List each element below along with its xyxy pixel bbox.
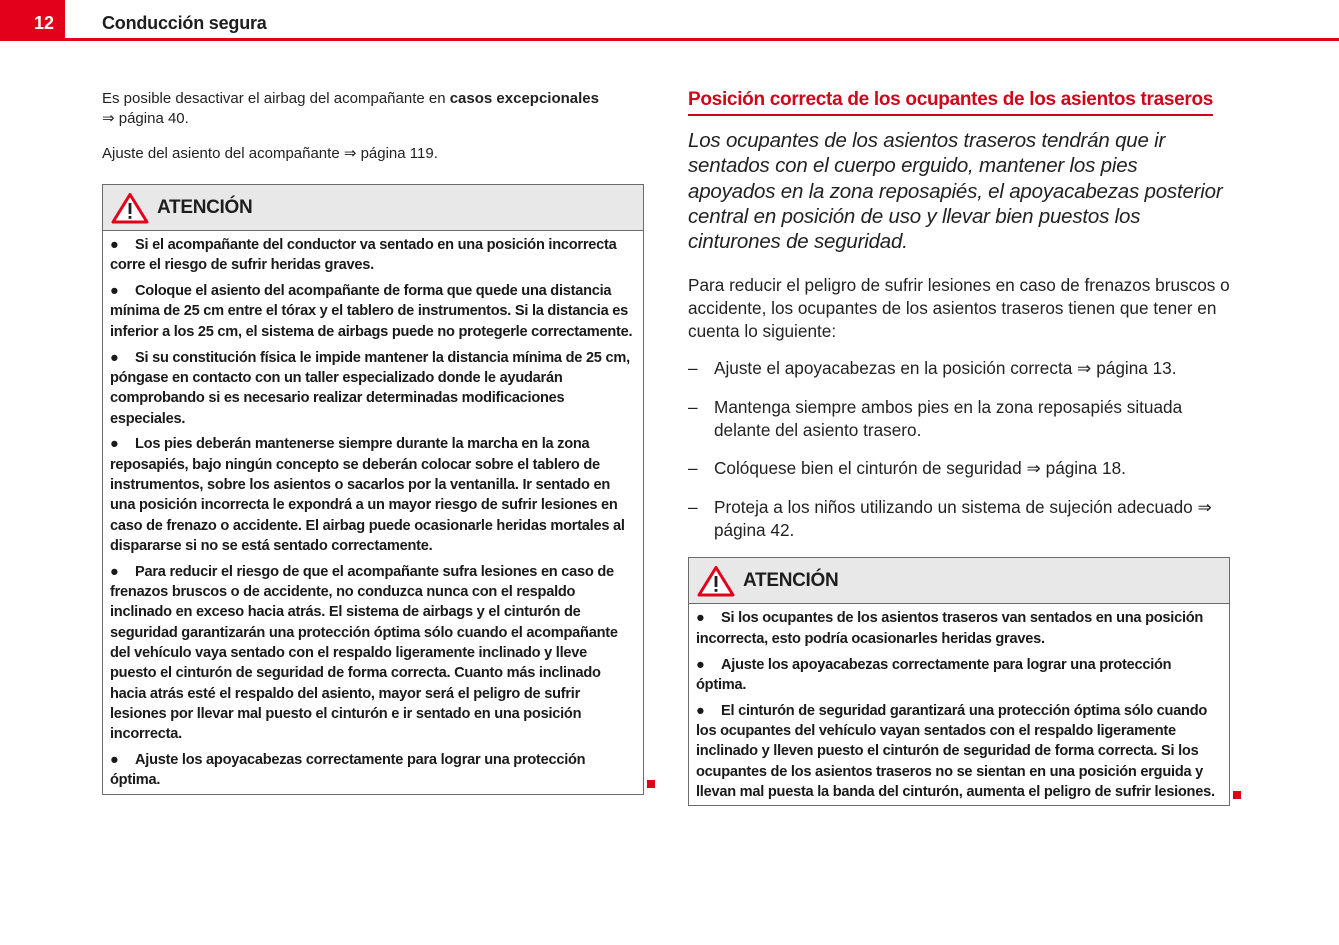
dash-marker: – — [688, 496, 698, 517]
warning-item-text: Los pies deberán mantenerse siempre durante la marcha en la zona reposapiés, bajo ningún concepto se deberán colocar sobre el tablero de instrumentos, sobre los asientos o sacarlos por la ventanilla. Ir sentado en una posición incorrecta le expondrá a un mayor riesgo de sufrir lesiones en caso de frenazo o accidente. El airbag puede ocasionarle heridas mortales al dispararse si no se está sentado correctamente. — [110, 436, 625, 554]
list-item-text: Colóquese bien el cinturón de seguridad ⇒ página 18. — [714, 458, 1126, 479]
list-item — [688, 457, 1230, 480]
warning-item-text: Ajuste los apoyacabezas correctamente para lograr una protección óptima. — [696, 656, 1172, 693]
warning-box — [688, 557, 1230, 806]
warning-item — [110, 562, 636, 745]
bullet: ● — [110, 283, 119, 300]
list-item-text: Mantenga siempre ambos pies en la zona reposapiés situada delante del asiento trasero. — [714, 396, 1183, 440]
left-column — [102, 89, 644, 795]
warning-triangle-icon — [111, 192, 149, 224]
list-item-text: Ajuste el apoyacabezas en la posición correcta ⇒ página 13. — [714, 358, 1177, 379]
list-item — [688, 357, 1230, 380]
end-of-section-marker — [1233, 791, 1241, 799]
section-title: Conducción segura — [102, 13, 267, 33]
intro-text: Es posible desactivar el airbag del acompañante en — [102, 90, 450, 107]
warning-header — [103, 185, 643, 231]
page-number: 12 — [0, 0, 65, 39]
warning-body — [103, 231, 643, 794]
warning-item — [696, 655, 1222, 696]
bullet: ● — [110, 752, 119, 769]
end-of-section-marker — [647, 780, 655, 788]
bullet: ● — [110, 237, 119, 253]
dash-marker: – — [688, 358, 698, 379]
section-heading: Posición correcta de los ocupantes de los asientos traseros — [688, 89, 1213, 116]
list-item-text: Proteja a los niños utilizando un sistema de sujeción adecuado ⇒ página 42. — [714, 496, 1212, 540]
warning-title: ATENCIÓN — [157, 196, 253, 218]
intro-bold: casos excepcionales — [449, 90, 599, 107]
dash-marker: – — [688, 458, 698, 479]
warning-item — [696, 701, 1222, 802]
bullet: ● — [110, 436, 119, 453]
dash-marker: – — [688, 396, 698, 417]
warning-item — [110, 434, 636, 556]
warning-item-text: Si su constitución física le impide mantener la distancia mínima de 25 cm, póngase en contacto con un taller especializado donde le ayudarán comprobando si es necesario realizar determinadas modificaciones especiales. — [110, 349, 630, 427]
warning-item — [696, 608, 1222, 649]
bullet: ● — [696, 702, 705, 719]
bullet: ● — [696, 610, 705, 627]
warning-item-text: El cinturón de seguridad garantizará una protección óptima sólo cuando los ocupantes del vehículo vayan sentados con el respaldo ligeramente inclinado y lleven puesto el cinturón de seguridad de forma correcta. Si los ocupantes de los asientos traseros no se sientan en una posición erguida y llevan mal puesta la banda del cinturón, aumenta el peligro de sufrir lesiones. — [696, 702, 1215, 801]
list-item — [688, 496, 1230, 542]
warning-item — [110, 750, 636, 791]
warning-item — [110, 281, 636, 342]
warning-item — [110, 235, 636, 276]
bullet: ● — [110, 563, 119, 580]
header-rule — [0, 38, 1339, 41]
warning-title: ATENCIÓN — [743, 569, 839, 591]
warning-header — [689, 558, 1229, 604]
warning-item-text: Para reducir el riesgo de que el acompañante sufra lesiones en caso de frenazos bruscos o de accidente, no conduzca nunca con el respaldo inclinado en exceso hacia atrás. El sistema de airbags y el cinturón de seguridad garantizarán una protección óptima sólo cuando el acompañante del vehículo vaya sentado con el respaldo ligeramente inclinado y lleve puesto el cinturón de seguridad de forma correcta. Cuanto más inclinado hacia atrás esté el respaldo del asiento, mayor será el peligro de sufrir lesiones por llevar mal puesto el cinturón e ir sentado en una posición incorrecta. — [110, 563, 618, 743]
seat-paragraph: Ajuste del asiento del acompañante ⇒ página 119. — [102, 145, 438, 162]
bullet: ● — [696, 656, 705, 673]
warning-item-text: Coloque el asiento del acompañante de forma que quede una distancia mínima de 25 cm entre el tórax y el tablero de instrumentos. Si la distancia es inferior a los 25 cm, el sistema de airbags puede no protegerle correctamente. — [110, 283, 633, 340]
warning-box — [102, 184, 644, 795]
list-item — [688, 396, 1230, 442]
body-paragraph: Para reducir el peligro de sufrir lesiones en caso de frenazos bruscos o accidente, los ocupantes de los asientos traseros tienen que tener en cuenta lo siguiente: — [688, 275, 1230, 342]
warning-item — [110, 348, 636, 429]
right-column — [688, 89, 1230, 806]
lead-paragraph: Los ocupantes de los asientos traseros tendrán que ir sentados con el cuerpo erguido, mantener los pies apoyados en la zona reposapiés, el apoyacabezas posterior central en posición de uso y llevar bien puestos los cinturones de seguridad. — [688, 129, 1223, 254]
page-header — [0, 0, 1339, 41]
page-ref-link[interactable]: ⇒ página 40. — [102, 110, 189, 127]
intro-paragraph — [102, 89, 644, 129]
warning-item-text: Ajuste los apoyacabezas correctamente para lograr una protección óptima. — [110, 752, 586, 789]
warning-item-text: Si los ocupantes de los asientos traseros van sentados en una posición incorrecta, esto podría ocasionarles heridas graves. — [696, 610, 1204, 647]
bullet: ● — [110, 349, 119, 366]
warning-body — [689, 604, 1229, 805]
instruction-list — [688, 357, 1230, 542]
warning-item-text: Si el acompañante del conductor va sentado en una posición incorrecta corre el riesgo de sufrir heridas graves. — [110, 237, 617, 274]
warning-triangle-icon — [697, 565, 735, 597]
